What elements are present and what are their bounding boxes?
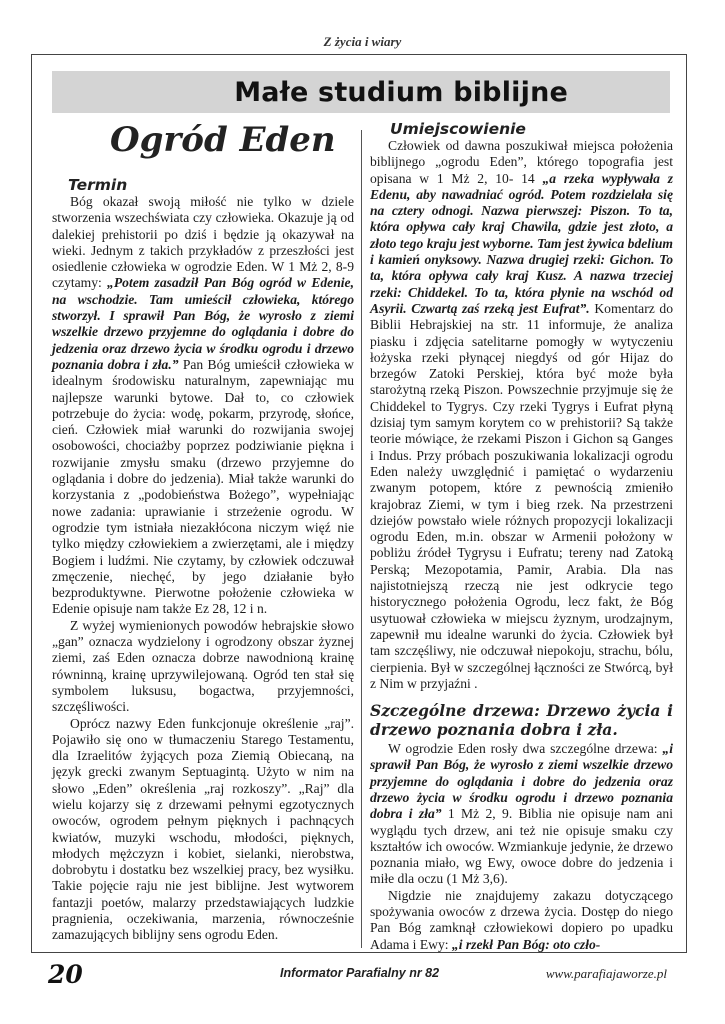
paragraph (370, 138, 673, 692)
page-number: 20 (48, 960, 83, 989)
left-column (52, 118, 354, 944)
text-run: 1 Mż 2, 9. Biblia nie opisuje nam ani wyglądu tych drzew, ani też nie opisuje smaku czy kształtów ich owoców. Wzmiankuje jedynie, że drzewo poznania miało, wg Ewy, owoce dobre do jedzenia i miłe dla oczu (1 Mż 3,6). (370, 806, 674, 887)
running-header: Z życia i wiary (323, 34, 402, 49)
column-divider (361, 130, 362, 948)
heading-szczegolne-drzewa: Szczególne drzewa: Drzewo życia i drzewo poznania dobra i zła. (370, 701, 673, 740)
text-run: Bóg okazał swoją miłość nie tylko w dziele stworzenia wszechświata czy człowieka. Okazuje ją od dalekiej prehistorii po dziś i będzie ją okazywał na wieki. Jednym z takich przykładów z przeszłości jest osiedlenie człowieka w ogrodzie Eden. W 1 Mż 2, 8-9 czytamy: (52, 194, 354, 291)
text-run: Nigdzie nie znajdujemy zakazu dotyczącego spożywania owoców z drzewa życia. Dostęp do niego Pan Bóg zamknął człowiekowi dopiero po upadku Adama i Ewy: (370, 887, 673, 952)
bible-quote: „Potem zasadził Pan Bóg ogród w Edenie, na wschodzie. Tam umieścił człowieka, którego stworzył. I sprawił Pan Bóg, że wyrosło z ziemi wszelkie drzewo przyjemne do oglądania i dobre do jedzenia oraz drzewo życia w środku ogrodu i drzewo poznania dobra i zła.” (52, 275, 354, 372)
heading-umiejscowienie: Umiejscowienie (390, 120, 526, 138)
paragraph: Oprócz nazwy Eden funkcjonuje określenie „raj”. Pojawiło się ono w tłumaczeniu Starego Testamentu, dla Izraelitów żyjących poza Ziemią Obiecaną, na język grecki zwanym Septuagintą. Użyto w nim na słowo „Eden” określenia „raj rozkoszy”. „Raj” dla wielu kojarzy się z drzewami pełnymi egzotycznych owoców, ogrodem pełnym pięknych i pachnących kwiatów, muzyki wschodu, młodości, pięknych, młodych mężczyzn i kobiet, sielanki, nierobstwa, dobrobytu i dostatku bez wszelkiej pracy, bez wysiłku. Takie pojęcie raju nie jest biblijne. Jest wytworem fantazji poetów, malarzy przedstawiających ludzkie pragnienia, oczekiwania, marzenia, równocześnie zamazujących biblijny sens ogrodu Eden. (52, 715, 354, 943)
text-run: Człowiek od dawna poszukiwał miejsca położenia biblijnego „ogrodu Eden”, którego topografia jest opisana w 1 Mż 2, 10- 14 (370, 138, 673, 186)
paragraph (52, 194, 354, 618)
paragraph: Z wyżej wymienionych powodów hebrajskie słowo „gan” oznacza wydzielony i ogrodzony obszar żyznej ziemi, zaś Eden oznacza dobrze nawodnioną krainę równinną, krainę uprzywilejowaną. Ogród ten stał się symbolem luksusu, bogactwa, przyjemności, szczęśliwości. (52, 617, 354, 715)
page-footer (0, 960, 725, 990)
bible-quote: „a rzeka wypływała z Edenu, aby nawadniać ogród. Potem rozdzielała się na cztery odnogi. Nazwa pierwszej: Piszon. To ta, która opływa cały kraj Chawila, gdzie jest złoto, a złoto tego kraju jest wyborne. Tam jest żywica bdelium i kamień onyksowy. Nazwa drugiej rzeki: Gichon. To ta, która opływa cały kraj Kusz. A nazwa trzeciej rzeki: Chiddekel. To ta, która płynie na wschód od Asyrii. Czwartą zaś rzeką jest Eufrat”. (370, 170, 673, 316)
bible-quote: „i sprawił Pan Bóg, że wyrosło z ziemi wszelkie drzewo przyjemne do oglądania i dobre do jedzenia oraz drzewo życia w środku ogrodu i drzewo poznania dobra i zła” (370, 741, 673, 822)
text-run: Pan Bóg umieścił człowieka w idealnym środowisku naturalnym, zapewniając mu najlepsze warunki bytowe. Dał to, co człowiek potrzebuje do życia: wodę, pokarm, przyrodę, słońce, cień. Człowiek miał warunki do rozwijania swojej osobowości, chociażby poprzez podziwianie piękna i rozwijanie zmysłu smaku (drzewo przyjemne do oglądania i dobre do jedzenia). Miał także warunki do korzystania z „podobieństwa Bożego”, wypełniając nowe zadania: uprawianie i strzeżenie ogrodu. W ogrodzie tym istniała niezakłócona niczym więź nie tylko między człowiekiem a zwierzętami, ale i między Bogiem i ludźmi. Nie czytamy, by człowiek odczuwał zmęczenie, niechęć, by jego działanie było bezproduktywne. Pierwotne położenie człowieka w Edenie opisuje nam także Ez 28, 12 i n. (52, 356, 354, 617)
website-link[interactable]: www.parafiajaworze.pl (545, 966, 667, 981)
text-run: Komentarz do Biblii Hebrajskiej na str. 11 informuje, że analiza piasku i zdjęcia satelitarne pomogły w wytyczeniu łożyska rzeki płynącej niegdyś od gór Hijaz do brzegów Zatoki Perskiej, która być może była starożytną rzeką Piszon. Powszechnie przyjmuje się że Chiddekel to Tygrys. Czy rzeki Tygrys i Eufrat płyną dzisiaj tym samym korytem co w prehistorii? Są także teorie mówiące, że rzekami Piszon i Gichon są Ganges i Indus. Przy próbach poszukiwania lokalizacji ogrodu Eden należy uwzględnić i pamiętać o wydarzeniu zwanym potopem, które z pewnością zmieniło krajobraz Ziemi, w tym i bieg rzek. Na przestrzeni dziejów powstało wiele różnych propozycji lokalizacji ogrodu Eden, m.in. obszar w Armenii położony w pobliżu źródeł Tygrysu i Eufratu; tereny nad Zatoką Perską; Mezopotamia, Pamir, Arabia. Dla nas najistotniejszą rzeczą nie jest odkrycie tego historycznego położenia Ogrodu, lecz fakt, że Bóg usytuował człowieka w miejscu żyznym, urodzajnym, zapewnił mu idealne warunki do życia. Człowiek był tam szczęśliwy, nie odczuwał niepokoju, strachu, bólu, cierpienia. Był w szczególnej łączności ze Stwórcą, był z Nim w przyjaźni . (370, 300, 674, 691)
article-title: Ogród Eden (110, 120, 336, 160)
paragraph (370, 741, 673, 888)
right-column (370, 118, 673, 953)
text-run: W ogrodzie Eden rosły dwa szczególne drzewa: (388, 741, 663, 757)
banner-title: Małe studium biblijne (234, 76, 568, 108)
section-banner (52, 71, 670, 113)
paragraph (370, 888, 673, 953)
publication-name: Informator Parafialny nr 82 (280, 966, 440, 980)
bible-quote: „i rzekł Pan Bóg: oto czło- (451, 936, 601, 952)
heading-termin: Termin (68, 176, 128, 194)
